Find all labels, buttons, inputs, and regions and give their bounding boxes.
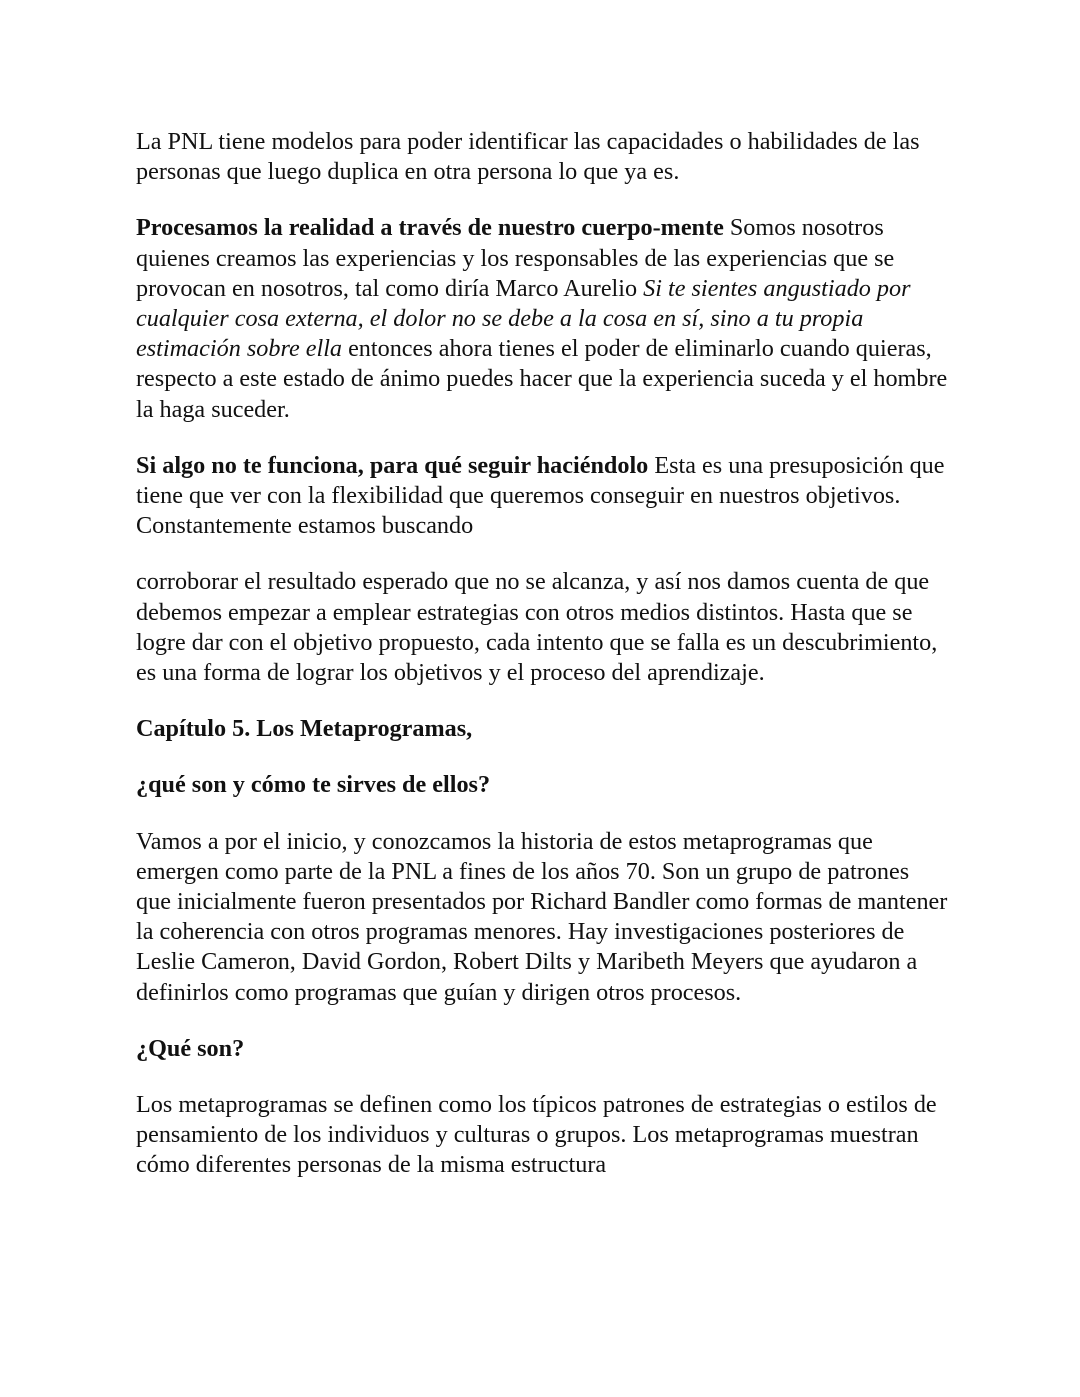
paragraph-text: Esta es una presuposición que tiene que ver con la flexibilidad que queremos conseguir en nuestros objetivos. Constantemente estamos buscando [136, 451, 945, 540]
paragraph-text: entonces ahora tienes el poder de eliminarlo cuando quieras, respecto a este estado de ánimo puedes hacer que la experiencia suceda y el hombre la haga suceder. [136, 335, 948, 423]
paragraph-lead-flexibility: Si algo no te funciona, para qué seguir haciéndolo [136, 451, 649, 479]
paragraph-history: Vamos a por el inicio, y conozcamos la historia de estos metaprogramas que emergen como parte de la PNL a fines de los años 70. Son un grupo de patrones que inicialmente fueron presentados por Richard Bandler como formas de mantener la coherencia con otros programas menores. Hay investigaciones posteriores de Leslie Cameron, David Gordon, Robert Dilts y Maribeth Meyers que ayudaron a definirlos como programas que guían y dirigen otros procesos. [136, 827, 948, 1006]
paragraph-body-mind [136, 213, 948, 424]
paragraph-corroborate: corroborar el resultado esperado que no se alcanza, y así nos damos cuenta de que debemos empezar a emplear estrategias con otros medios distintos. Hasta que se logre dar con el objetivo propuesto, cada intento que se falla es un descubrimiento, es una forma de lograr los objetivos y el proceso del aprendizaje. [136, 568, 938, 687]
section-heading-what-are: ¿Qué son? [136, 1034, 245, 1062]
document-page [136, 127, 948, 1207]
paragraph-pnl-models: La PNL tiene modelos para poder identificar las capacidades o habilidades de las personas que luego duplica en otra persona lo que ya es. [136, 128, 920, 186]
paragraph-definition: Los metaprogramas se definen como los típicos patrones de estrategias o estilos de pensamiento de los individuos y culturas o grupos. Los metaprogramas muestran cómo diferentes personas de la misma estructura [136, 1091, 937, 1179]
chapter-subheading: ¿qué son y cómo te sirves de ellos? [136, 771, 491, 799]
chapter-heading: Capítulo 5. Los Metaprogramas, [136, 715, 473, 743]
paragraph-lead-body-mind: Procesamos la realidad a través de nuestro cuerpo-mente [136, 214, 724, 242]
marco-aurelio-quote: Si te sientes angustiado por cualquier cosa externa, el dolor no se debe a la cosa en sí, sino a tu propia estimación sobre ella [136, 274, 911, 363]
paragraph-text: Somos nosotros quienes creamos las experiencias y los responsables de las experiencias que se provocan en nosotros, tal como diría Marco Aurelio [136, 214, 895, 302]
paragraph-flexibility [136, 451, 948, 542]
